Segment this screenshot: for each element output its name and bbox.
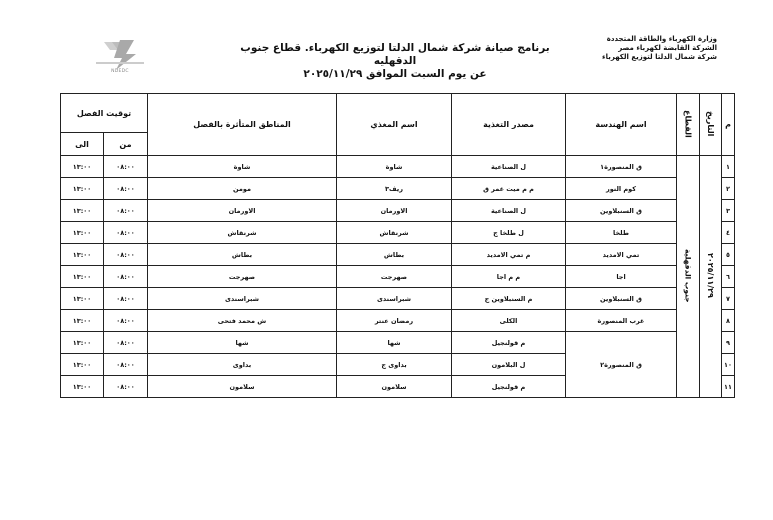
cell-num: ١١	[722, 376, 735, 398]
header-num: م	[722, 94, 735, 156]
company-logo-icon	[90, 36, 150, 82]
cell-to: ١٣:٠٠	[61, 332, 104, 354]
header-areas: المناطق المتأثرة بالفصل	[148, 94, 337, 156]
table-row	[61, 200, 735, 222]
cell-to: ١٣:٠٠	[61, 200, 104, 222]
maintenance-table	[60, 93, 735, 398]
header-date-label: التاريخ	[706, 110, 715, 137]
cell-source: ل البلامون	[452, 354, 566, 376]
cell-num: ٩	[722, 332, 735, 354]
date-value: ٢٠٢٥/١١/٢٩	[706, 253, 715, 298]
header-row	[61, 94, 735, 133]
cell-num: ١٠	[722, 354, 735, 376]
sector-value: جنوب الدقهلية	[683, 248, 693, 303]
cell-engineering-merged: ق المنصورة٢	[566, 332, 677, 398]
cell-engineering: ق السنبلاوين	[566, 288, 677, 310]
cell-area: مومن	[148, 178, 337, 200]
table-row	[61, 156, 735, 178]
cell-to: ١٣:٠٠	[61, 244, 104, 266]
cell-num: ٤	[722, 222, 735, 244]
cell-from: ٠٨:٠٠	[104, 266, 148, 288]
cell-area: شرنقاش	[148, 222, 337, 244]
cell-to: ١٣:٠٠	[61, 376, 104, 398]
cell-area: بداوى	[148, 354, 337, 376]
header-sector	[677, 94, 700, 156]
header-from: من	[104, 133, 148, 156]
table-row	[61, 244, 735, 266]
org-ministry: وزارة الكهرباء والطاقة المتجددة	[606, 35, 717, 43]
table-row	[61, 266, 735, 288]
cell-engineering: كوم النور	[566, 178, 677, 200]
header-to: الى	[61, 133, 104, 156]
cell-area: بطاش	[148, 244, 337, 266]
cell-from: ٠٨:٠٠	[104, 156, 148, 178]
org-company: شركة شمال الدلتا لتوزيع الكهرباء	[602, 53, 717, 61]
header-date	[700, 94, 722, 156]
cell-num: ٨	[722, 310, 735, 332]
cell-source: م السنبلاوين ج	[452, 288, 566, 310]
cell-engineering: اجا	[566, 266, 677, 288]
header-source: مصدر التغذية	[452, 94, 566, 156]
cell-source: م م ميت غمر ق	[452, 178, 566, 200]
cell-to: ١٣:٠٠	[61, 178, 104, 200]
cell-area: ش محمد فتحى	[148, 310, 337, 332]
org-holding: الشركة القابضة لكهرباء مصر	[618, 44, 717, 52]
cell-engineering: غرب المنصورة	[566, 310, 677, 332]
cell-from: ٠٨:٠٠	[104, 354, 148, 376]
cell-feeder: ريف٣	[337, 178, 452, 200]
logo-text: NDEDC	[111, 69, 129, 74]
cell-feeder: الاورمان	[337, 200, 452, 222]
title-line-1: برنامج صيانة شركة شمال الدلتا لتوزيع الكهرباء. قطاع جنوب الدقهليه	[240, 42, 550, 67]
cell-from: ٠٨:٠٠	[104, 222, 148, 244]
cell-to: ١٣:٠٠	[61, 156, 104, 178]
cell-to: ١٣:٠٠	[61, 266, 104, 288]
cell-feeder: شرنقاش	[337, 222, 452, 244]
cell-engineering: ق السنبلاوين	[566, 200, 677, 222]
cell-to: ١٣:٠٠	[61, 310, 104, 332]
cell-source: ل الصناعية	[452, 200, 566, 222]
cell-num: ٣	[722, 200, 735, 222]
title-line-2: عن يوم السبت الموافق ٢٠٢٥/١١/٢٩	[303, 68, 487, 80]
table-row	[61, 310, 735, 332]
cell-engineering: طلخا	[566, 222, 677, 244]
cell-feeder: بداوى ج	[337, 354, 452, 376]
header-feeder: اسم المغذي	[337, 94, 452, 156]
cell-area: شاوة	[148, 156, 337, 178]
table-row	[61, 288, 735, 310]
header-sector-label: القطاع	[683, 109, 693, 138]
cell-source: م م اجا	[452, 266, 566, 288]
cell-from: ٠٨:٠٠	[104, 310, 148, 332]
cell-area: صهرجت	[148, 266, 337, 288]
header-engineering: اسم الهندسة	[566, 94, 677, 156]
cell-to: ١٣:٠٠	[61, 354, 104, 376]
cell-area: الاورمان	[148, 200, 337, 222]
cell-area: سلامون	[148, 376, 337, 398]
cell-num: ٧	[722, 288, 735, 310]
cell-feeder: شاوة	[337, 156, 452, 178]
cell-from: ٠٨:٠٠	[104, 200, 148, 222]
cell-sector	[677, 156, 700, 398]
table-row	[61, 222, 735, 244]
cell-num: ٢	[722, 178, 735, 200]
cell-feeder: شها	[337, 332, 452, 354]
header-timing: توقيت الفصل	[61, 94, 148, 133]
cell-from: ٠٨:٠٠	[104, 288, 148, 310]
cell-source: ل طلخا ج	[452, 222, 566, 244]
table-row	[61, 332, 735, 354]
cell-feeder: بطاش	[337, 244, 452, 266]
cell-feeder: سلامون	[337, 376, 452, 398]
cell-source: ل الصناعية	[452, 156, 566, 178]
table-row	[61, 178, 735, 200]
cell-from: ٠٨:٠٠	[104, 332, 148, 354]
cell-num: ٥	[722, 244, 735, 266]
organization-header	[557, 35, 717, 62]
cell-source: م تمي الامديد	[452, 244, 566, 266]
cell-from: ٠٨:٠٠	[104, 244, 148, 266]
cell-to: ١٣:٠٠	[61, 222, 104, 244]
cell-num: ٦	[722, 266, 735, 288]
cell-num: ١	[722, 156, 735, 178]
cell-feeder: صهرجت	[337, 266, 452, 288]
cell-engineering: تمي الامديد	[566, 244, 677, 266]
document-title	[230, 42, 560, 81]
cell-source: م قولنجيل	[452, 376, 566, 398]
cell-engineering: ق المنصورة١	[566, 156, 677, 178]
cell-source: الكلى	[452, 310, 566, 332]
cell-area: شها	[148, 332, 337, 354]
cell-to: ١٣:٠٠	[61, 288, 104, 310]
cell-from: ٠٨:٠٠	[104, 178, 148, 200]
cell-date	[700, 156, 722, 398]
cell-area: شبراسندى	[148, 288, 337, 310]
cell-from: ٠٨:٠٠	[104, 376, 148, 398]
cell-feeder: شبراسندى	[337, 288, 452, 310]
cell-feeder: رمضان عنتر	[337, 310, 452, 332]
cell-source: م قولنجيل	[452, 332, 566, 354]
